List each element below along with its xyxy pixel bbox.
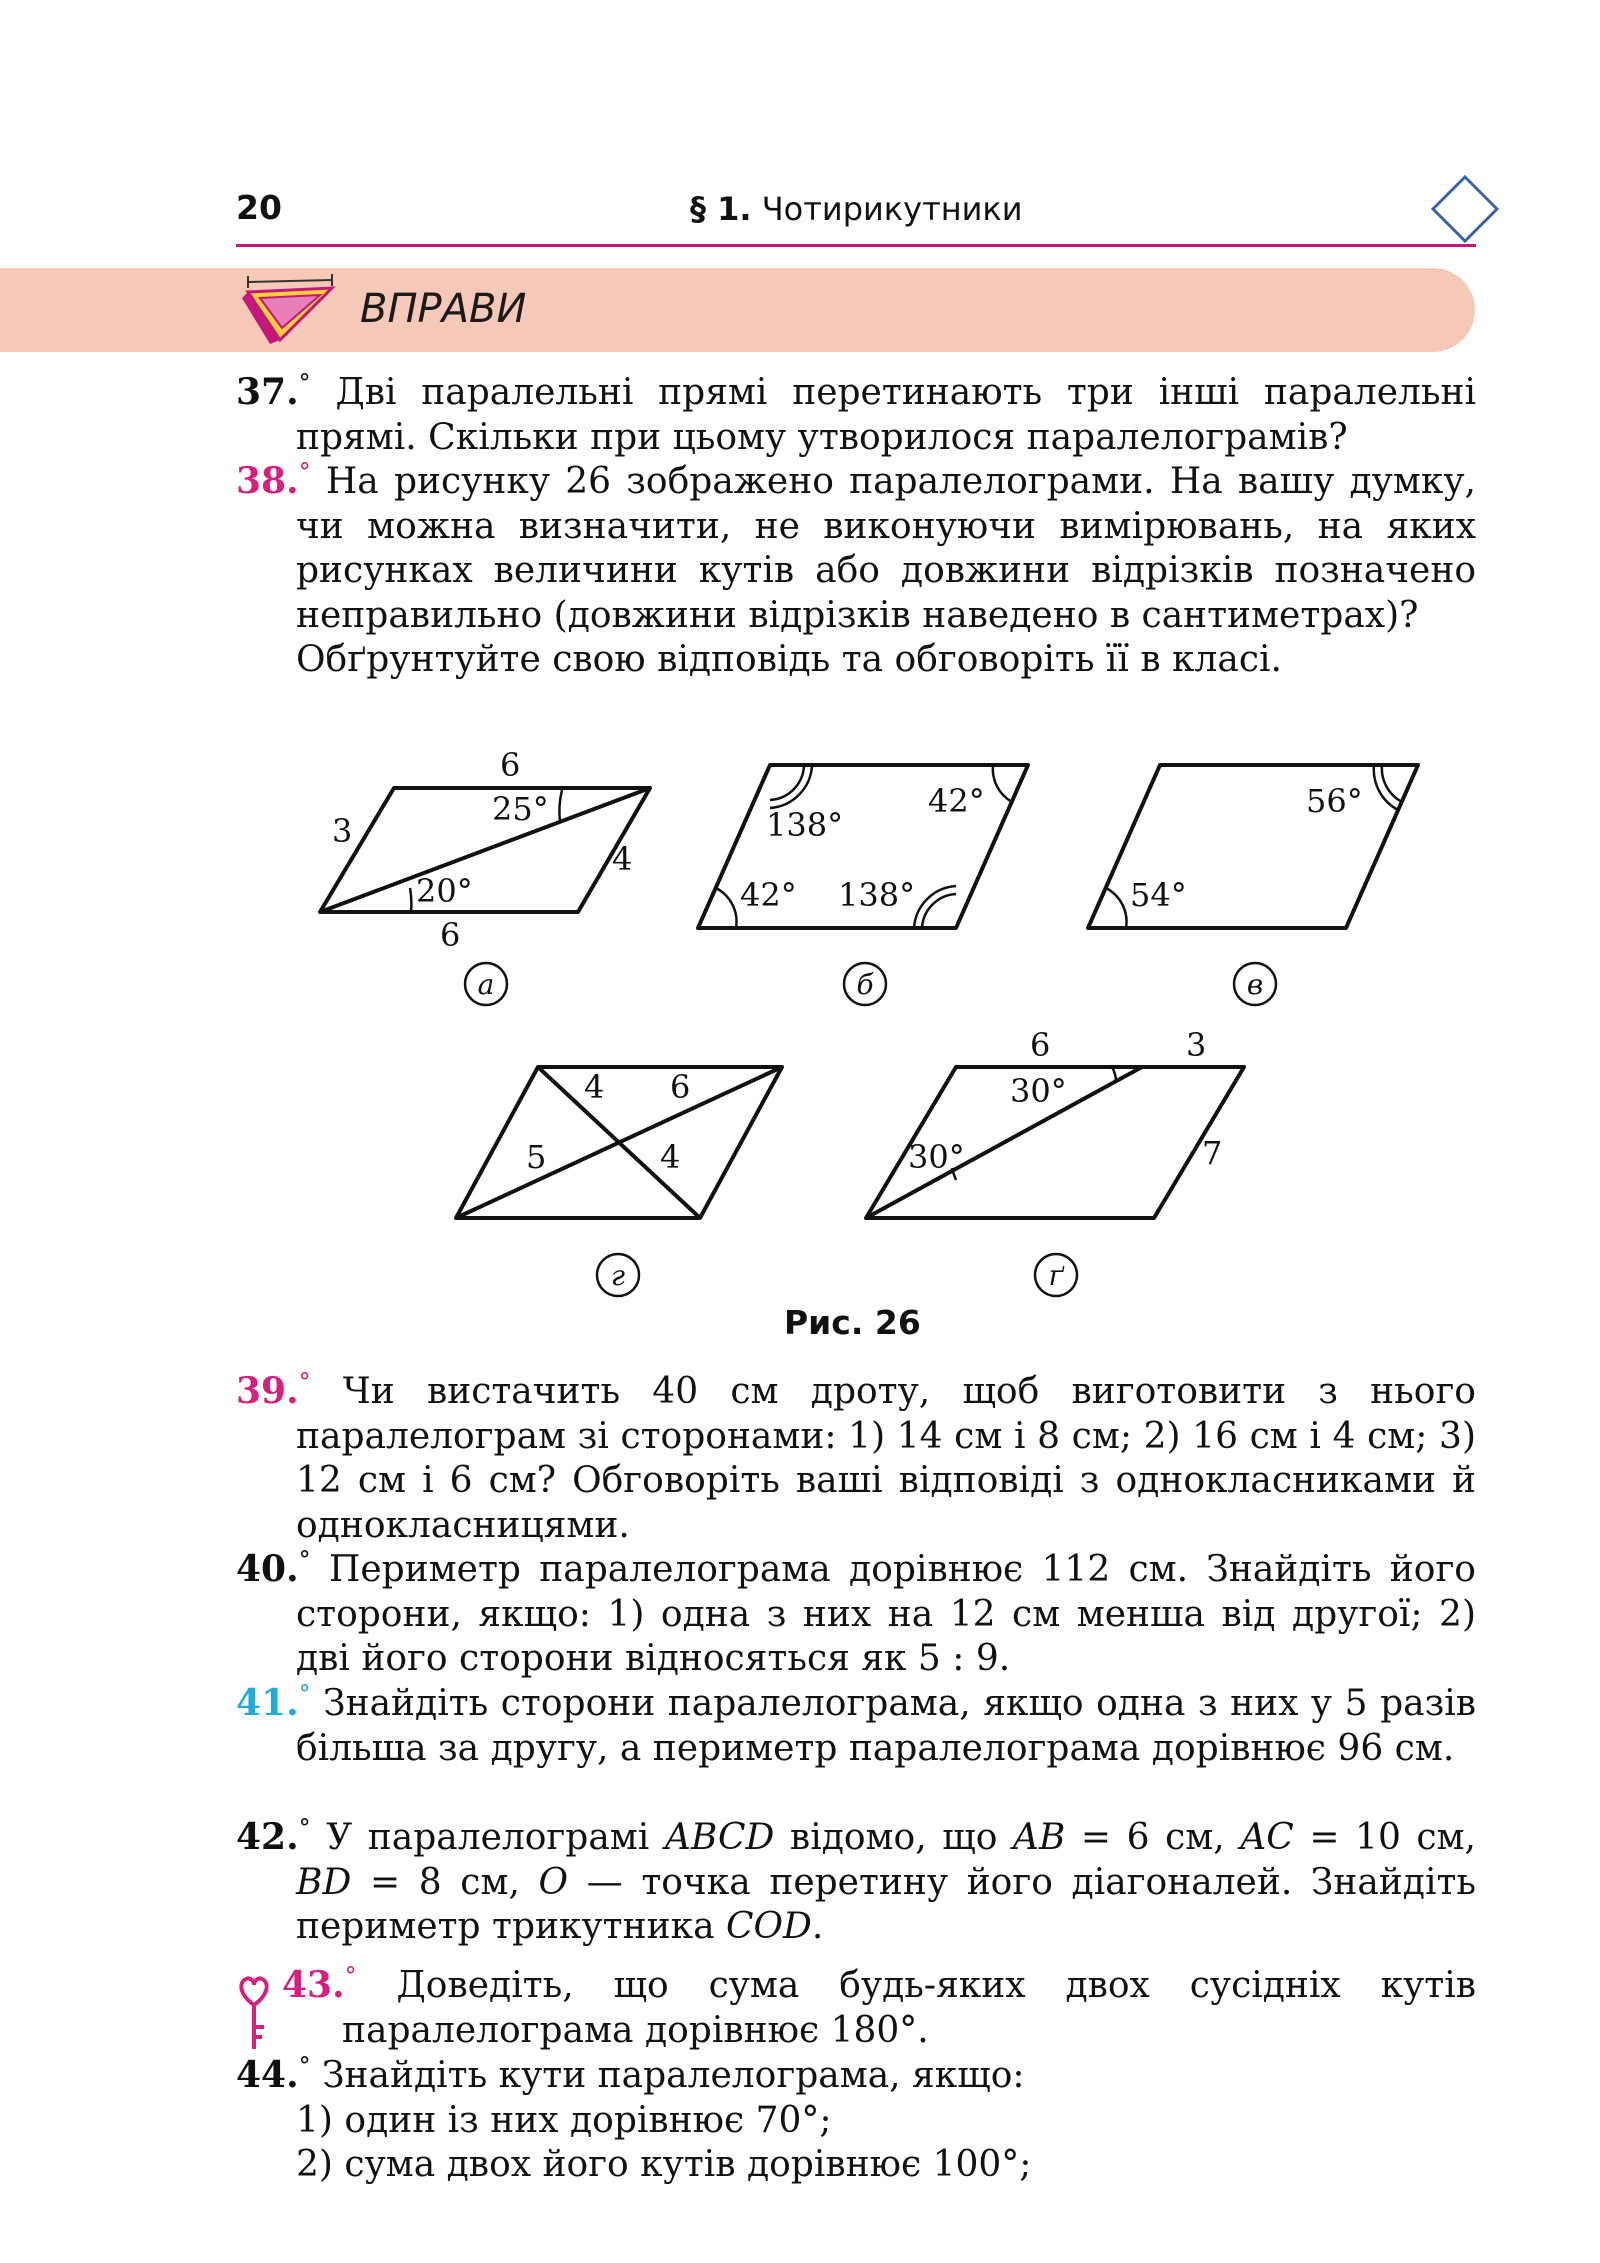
parallelogram-g xyxy=(456,1067,782,1218)
parallelogram-a xyxy=(320,788,650,912)
bisector-gg xyxy=(866,1067,1142,1218)
fig-b-bl: 42° xyxy=(740,876,797,914)
parallelogram-gg xyxy=(866,1067,1244,1218)
parallelogram-v xyxy=(1088,765,1418,928)
diagonal-g1 xyxy=(456,1067,782,1218)
banner-title: ВПРАВИ xyxy=(360,286,527,332)
fig-b-tr: 42° xyxy=(928,782,985,820)
variable: AC xyxy=(1240,1817,1294,1858)
fig-gg-right: 7 xyxy=(1202,1134,1223,1172)
section-title xyxy=(690,190,1023,228)
fig-g-s4: 4 xyxy=(660,1138,681,1176)
page-number: 20 xyxy=(236,188,282,227)
fig-a-bottom: 6 xyxy=(440,916,461,954)
exercise-number: 39. xyxy=(236,1370,299,1412)
fig-b-br: 138° xyxy=(838,876,916,914)
exercise-38 xyxy=(236,459,1476,683)
variable: COD xyxy=(726,1906,812,1947)
variable: O xyxy=(538,1861,569,1903)
exercise-43 xyxy=(282,1963,1476,2053)
fig-v-tr: 56° xyxy=(1306,782,1363,820)
exercise-41 xyxy=(236,1681,1476,1771)
fig-label-a: а xyxy=(477,968,495,1001)
degree-mark: ° xyxy=(298,458,311,486)
degree-mark: ° xyxy=(298,1368,311,1396)
fig-a-right: 4 xyxy=(612,840,633,878)
exercise-44 xyxy=(236,2053,1476,2188)
exercise-number: 42. xyxy=(236,1816,299,1858)
text-part: — точка перетину його діагоналей. Знайдіть периметр трикутника xyxy=(296,1861,1476,1947)
text-part: = 10 см, xyxy=(1293,1817,1476,1858)
fig-a-angle2: 20° xyxy=(416,872,473,910)
variable: ABCD xyxy=(664,1817,775,1858)
header-rule xyxy=(236,244,1476,247)
fig-label-gg: ґ xyxy=(1048,1259,1064,1292)
exercise-item-1: 1) один із них дорівнює 70°; xyxy=(296,2099,832,2141)
text-part: . xyxy=(811,1906,824,1947)
exercise-37 xyxy=(236,370,1476,460)
section-name: Чотирикутники xyxy=(761,190,1023,228)
degree-mark: ° xyxy=(298,2052,311,2080)
exercise-text: Дві паралельні прямі перетинають три інші паралельні прямі. Скільки при цьому утворилося паралелограмів? xyxy=(296,372,1476,458)
exercise-42 xyxy=(236,1815,1476,1950)
fig-gg-angle1: 30° xyxy=(1010,1072,1067,1110)
fig-g-s1: 4 xyxy=(584,1068,605,1106)
text-part: = 6 см, xyxy=(1065,1817,1241,1858)
fig-label-v: в xyxy=(1246,968,1264,1001)
exercise-item-2: 2) сума двох його кутів дорівнює 100°; xyxy=(296,2144,1032,2185)
figure-caption: Рис. 26 xyxy=(784,1303,921,1342)
fig-b-tl: 138° xyxy=(766,806,844,844)
fig-label-g: г xyxy=(610,1259,626,1292)
exercise-number: 43. xyxy=(282,1964,345,2006)
exercise-number: 38. xyxy=(236,460,299,502)
exercise-text-2: Обґрунтуйте свою відповідь та обговоріть її в класі. xyxy=(296,639,1282,680)
fig-a-top: 6 xyxy=(500,746,521,784)
exercise-39 xyxy=(236,1369,1476,1548)
text-part: = 8 см, xyxy=(351,1861,539,1903)
section-mark: § 1. xyxy=(690,190,752,228)
fig-g-s2: 6 xyxy=(670,1068,691,1106)
fig-gg-angle2: 30° xyxy=(908,1138,965,1176)
exercise-text: На рисунку 26 зображено паралелограми. На вашу думку, чи можна визначити, не виконуючи вимірювань, на яких рисунках величини кутів або довжини відрізків позначено неправильно (довжини відрізків наведено в сантиметрах)? xyxy=(296,461,1476,636)
text-part: відомо, що xyxy=(774,1817,1013,1858)
degree-mark: ° xyxy=(344,1962,357,1990)
degree-mark: ° xyxy=(298,1546,311,1574)
degree-mark: ° xyxy=(298,1680,311,1708)
ruler-triangle-icon xyxy=(240,270,350,350)
exercise-text: Чи вистачить 40 см дроту, щоб виготовити з нього паралелограм зі сторонами: 1) 14 см і 8 см; 2) 16 см і 4 см; 3) 12 см і 6 см? Обговоріть ваші відповіді з однокласниками й однокласницями. xyxy=(296,1371,1476,1546)
exercise-number: 41. xyxy=(236,1682,299,1724)
diagonal-a xyxy=(320,788,650,912)
fig-gg-top2: 3 xyxy=(1186,1026,1207,1064)
degree-mark: ° xyxy=(298,1814,311,1842)
fig-v-bl: 54° xyxy=(1130,876,1187,914)
exercise-number: 37. xyxy=(236,371,299,413)
exercise-text: Периметр паралелограма дорівнює 112 см. Знайдіть його сторони, якщо: 1) одна з них на 12 см менша від другої; 2) дві його сторони відносяться як 5 : 9. xyxy=(296,1549,1476,1679)
fig-gg-top1: 6 xyxy=(1030,1026,1051,1064)
degree-mark: ° xyxy=(298,369,311,397)
exercise-text: Знайдіть кути паралелограма, якщо: xyxy=(322,2055,1025,2096)
exercise-number: 40. xyxy=(236,1548,299,1590)
exercises-banner xyxy=(0,268,1475,352)
variable: AB xyxy=(1012,1817,1066,1858)
key-icon xyxy=(236,1975,272,2055)
text-part: У паралелограмі xyxy=(326,1817,665,1858)
fig-a-angle1: 25° xyxy=(492,790,549,828)
fig-label-b: б xyxy=(856,968,874,1001)
diagonal-g2 xyxy=(538,1067,700,1218)
exercise-text: Знайдіть сторони паралелограма, якщо одна з них у 5 разів більша за другу, а периметр паралелограма дорівнює 96 см. xyxy=(296,1683,1476,1769)
diamond-icon xyxy=(1430,174,1500,244)
parallelogram-b xyxy=(698,765,1028,928)
exercise-text: Доведіть, що сума будь-яких двох сусідніх кутів паралелограма дорівнює 180°. xyxy=(342,1965,1476,2051)
variable: BD xyxy=(296,1861,352,1903)
fig-a-left: 3 xyxy=(332,812,353,850)
exercise-40 xyxy=(236,1547,1476,1682)
fig-g-s3: 5 xyxy=(526,1138,547,1176)
exercise-number: 44. xyxy=(236,2054,299,2096)
